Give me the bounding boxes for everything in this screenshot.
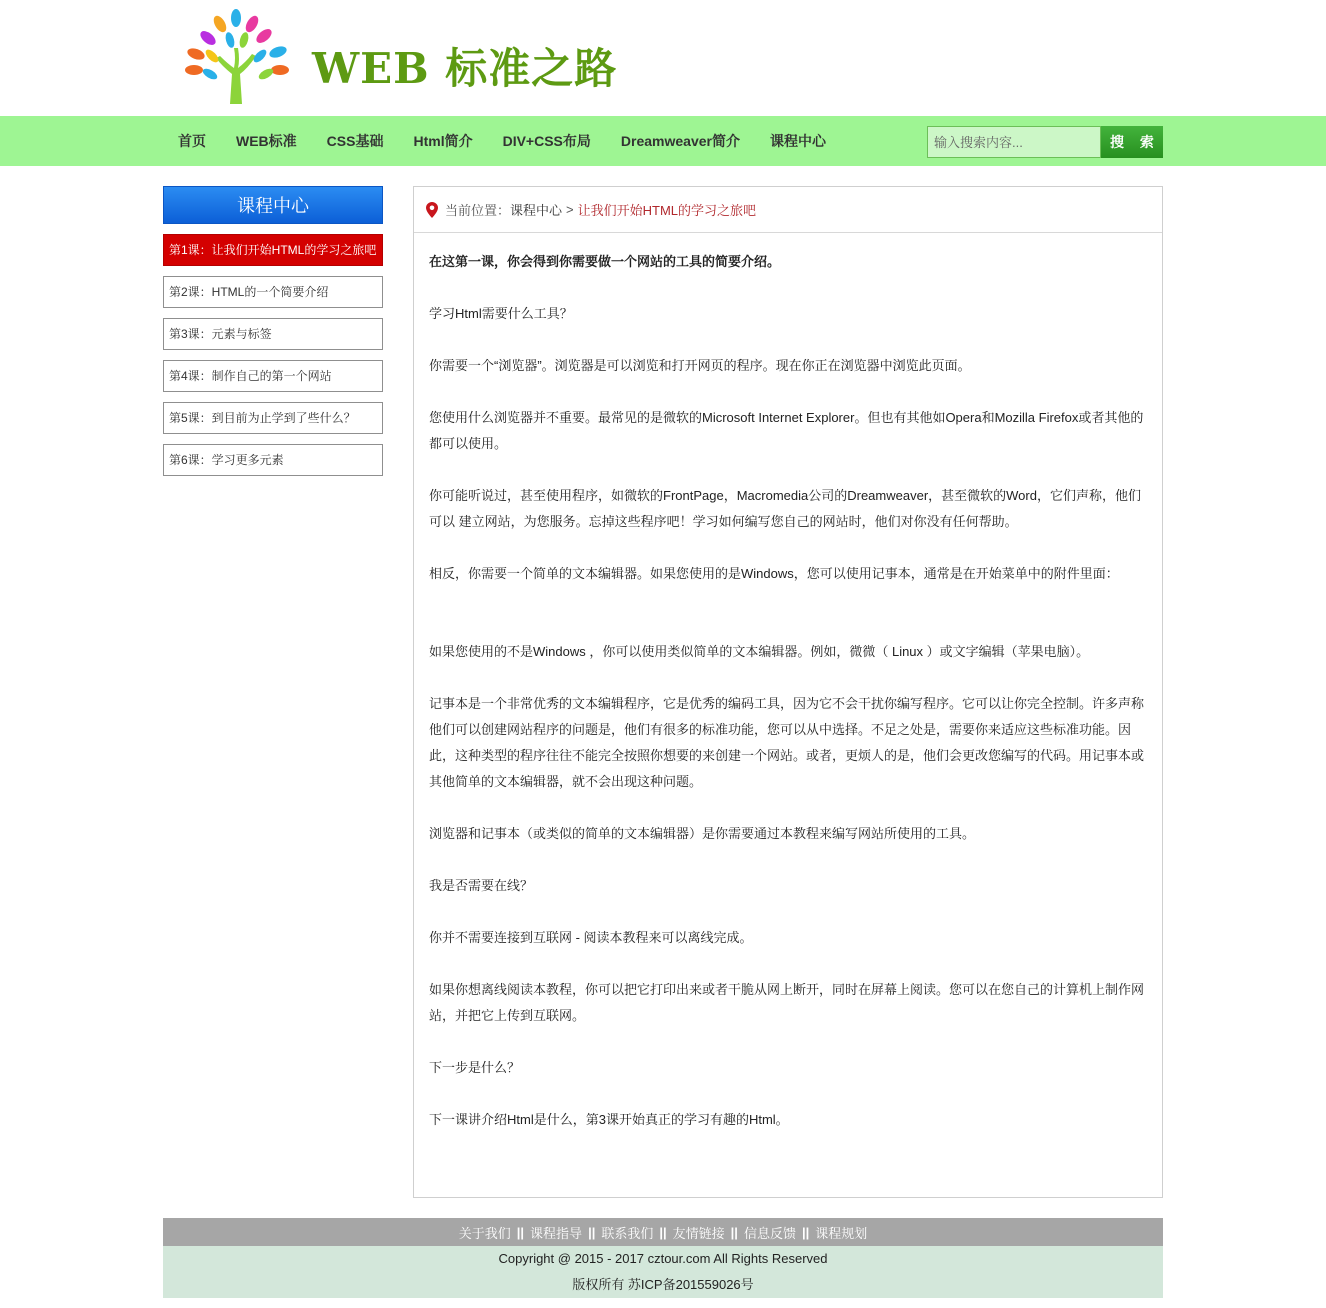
nav-item-dreamweaver-intro[interactable]: Dreamweaver简介: [620, 133, 740, 149]
tree-logo-icon: [172, 8, 300, 108]
footer-icp: 版权所有 苏ICP备201559026号: [572, 1277, 754, 1292]
nav-item-web-standards[interactable]: WEB标准: [236, 133, 297, 149]
lesson-link-1[interactable]: 第1课：让我们开始HTML的学习之旅吧: [163, 234, 383, 266]
logo-text: WEB 标准之路: [312, 44, 618, 93]
lesson-link-6[interactable]: 第6课：学习更多元素: [163, 444, 383, 476]
lesson-link-2[interactable]: 第2课：HTML的一个简要介绍: [163, 276, 383, 308]
search-box: [927, 126, 1163, 158]
lesson-link-5[interactable]: 第5课：到目前为止学到了些什么？: [163, 402, 383, 434]
lesson-link-3[interactable]: 第3课：元素与标签: [163, 318, 383, 350]
footer-link-guide[interactable]: 课程指导: [530, 1225, 583, 1241]
nav-item-div-css-layout[interactable]: DIV+CSS布局: [502, 133, 591, 149]
article-paragraph: 您使用什么浏览器并不重要。最常见的是微软的Microsoft Internet Explorer。但也有其他如Opera和Mozilla Firefox或者其他的都可以使用。: [429, 410, 1144, 451]
main-nav: [0, 116, 1326, 166]
nav-menu: [163, 116, 841, 166]
breadcrumb-separator: >: [566, 202, 574, 217]
nav-item-css-basics[interactable]: CSS基础: [326, 133, 384, 149]
article-paragraph: 下一步是什么？: [429, 1060, 521, 1075]
breadcrumb: [414, 187, 1162, 233]
article-paragraph: 你并不需要连接到互联网 - 阅读本教程来可以离线完成。: [429, 930, 753, 945]
article-paragraph: 你需要一个“浏览器”。浏览器是可以浏览和打开网页的程序。现在你正在浏览器中浏览此页面。: [429, 358, 971, 373]
breadcrumb-current-page[interactable]: 让我们开始HTML的学习之旅吧: [577, 203, 757, 218]
nav-item-course-center[interactable]: 课程中心: [769, 133, 826, 149]
site-logo[interactable]: [172, 8, 618, 108]
footer-link-planning[interactable]: 课程规划: [815, 1225, 868, 1241]
lesson-link-4[interactable]: 第4课：制作自己的第一个网站: [163, 360, 383, 392]
location-pin-icon: [426, 202, 438, 218]
article-paragraph: 如果您使用的不是Windows ，你可以使用类似简单的文本编辑器。例如，微微（ Linux ）或文字编辑（苹果电脑）。: [429, 644, 1090, 659]
footer-copyright: Copyright @ 2015 - 2017 cztour.com All Rights Reserved: [498, 1251, 828, 1266]
footer-link-contact[interactable]: 联系我们: [601, 1225, 654, 1241]
article-body: [414, 233, 1162, 1133]
footer-link-about[interactable]: 关于我们: [458, 1225, 511, 1241]
footer-separator: ||: [659, 1224, 667, 1240]
footer-links: [163, 1218, 1163, 1246]
article-paragraph: 下一课讲介绍Html是什么，第3课开始真正的学习有趣的Html。: [429, 1112, 789, 1127]
article-paragraph: 相反，你需要一个简单的文本编辑器。如果您使用的是Windows，您可以使用记事本，通常是在开始菜单中的附件里面：: [429, 566, 1119, 581]
footer-link-feedback[interactable]: 信息反馈: [743, 1225, 796, 1241]
header: [0, 0, 1326, 116]
footer-separator: ||: [730, 1224, 738, 1240]
footer-separator: ||: [516, 1224, 525, 1240]
article-paragraph: 浏览器和记事本（或类似的简单的文本编辑器）是你需要通过本教程来编写网站所使用的工具。: [429, 826, 976, 841]
search-button[interactable]: 搜 索: [1101, 126, 1163, 158]
footer-link-friends[interactable]: 友情链接: [672, 1225, 725, 1241]
article-paragraph: 如果你想离线阅读本教程，你可以把它打印出来或者干脆从网上断开，同时在屏幕上阅读。您可以在您自己的计算机上制作网站，并把它上传到互联网。: [429, 982, 1145, 1023]
sidebar: [163, 186, 383, 476]
article-intro: 在这第一课，你会得到你需要做一个网站的工具的简要介绍。: [429, 254, 781, 269]
main-content: [413, 186, 1163, 1198]
sidebar-title: 课程中心: [163, 186, 383, 224]
breadcrumb-section-link[interactable]: 课程中心: [510, 203, 563, 218]
breadcrumb-prefix: 当前位置：: [445, 203, 511, 218]
article-spacer: [429, 613, 1147, 639]
nav-item-html-intro[interactable]: Html简介: [413, 133, 473, 149]
search-input[interactable]: [927, 126, 1101, 158]
article-paragraph: 学习Html需要什么工具？: [429, 306, 573, 321]
article-paragraph: 我是否需要在线？: [429, 878, 534, 893]
footer-separator: ||: [588, 1224, 596, 1240]
article-paragraph: 记事本是一个非常优秀的文本编辑程序，它是优秀的编码工具，因为它不会干扰你编写程序。它可以让你完全控制。许多声称他们可以创建网站程序的问题是，他们有很多的标准功能，您可以从中选择。不足之处是，需要你来适应这些标准功能。因此，这种类型的程序往往不能完全按照你想要的来创建一个网站。或者，更烦人的是，他们会更改您编写的代码。用记事本或其他简单的文本编辑器，就不会出现这种问题。: [429, 696, 1145, 789]
footer-separator: ||: [801, 1224, 810, 1240]
article-paragraph: 你可能听说过，甚至使用程序，如微软的FrontPage，Macromedia公司的Dreamweaver，甚至微软的Word，它们声称，他们可以 建立网站，为您服务。忘掉这些程序吧！学习如何编写您自己的网站时，他们对你没有任何帮助。: [429, 488, 1141, 529]
nav-item-home[interactable]: 首页: [178, 133, 206, 149]
footer-info: [163, 1246, 1163, 1298]
